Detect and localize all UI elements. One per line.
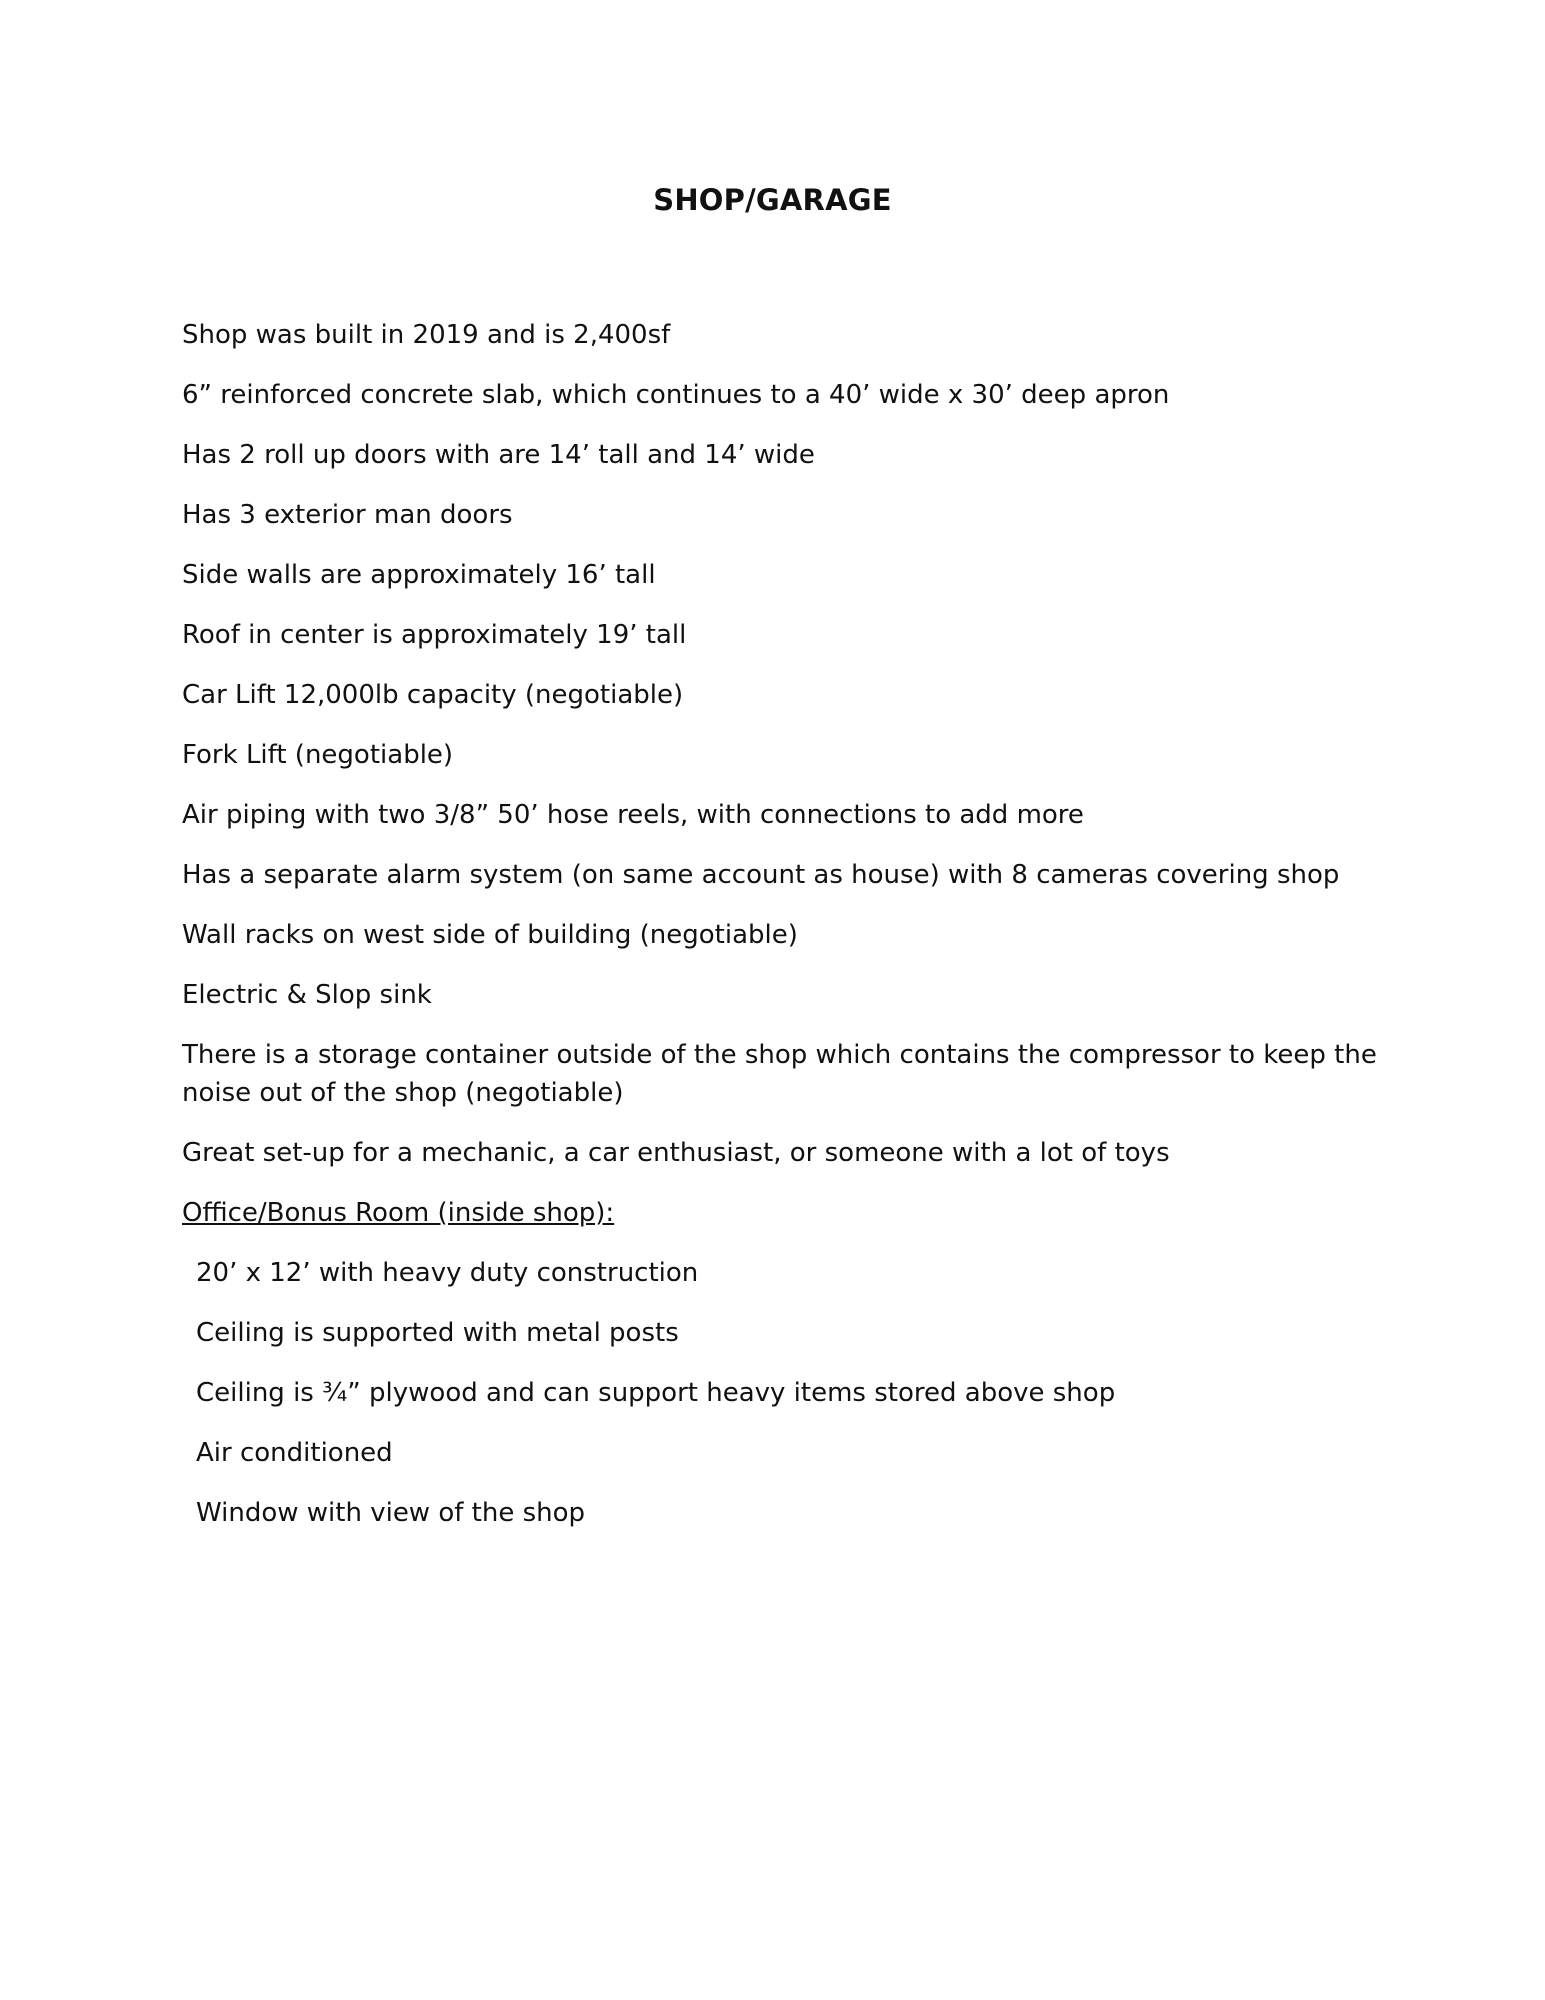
feature-line: Roof in center is approximately 19’ tall [182, 620, 687, 650]
document-body [182, 316, 1382, 1554]
feature-line: Has a separate alarm system (on same account as house) with 8 cameras covering shop [182, 860, 1340, 890]
feature-line: Fork Lift (negotiable) [182, 740, 454, 770]
feature-line: Great set-up for a mechanic, a car enthusiast, or someone with a lot of toys [182, 1138, 1170, 1168]
feature-line: Has 3 exterior man doors [182, 500, 513, 530]
feature-line: Shop was built in 2019 and is 2,400sf [182, 320, 671, 350]
feature-line: 6” reinforced concrete slab, which continues to a 40’ wide x 30’ deep apron [182, 380, 1170, 410]
feature-line: There is a storage container outside of the shop which contains the compressor to keep the noise out of the shop (negotiable) [182, 1040, 1377, 1108]
feature-line: Has 2 roll up doors with are 14’ tall and 14’ wide [182, 440, 815, 470]
page-title: SHOP/GARAGE [653, 183, 892, 217]
office-feature-line: 20’ x 12’ with heavy duty construction [196, 1258, 699, 1288]
office-feature-line: Window with view of the shop [196, 1498, 586, 1528]
office-feature-line: Ceiling is ¾” plywood and can support heavy items stored above shop [196, 1378, 1116, 1408]
office-section-heading: Office/Bonus Room (inside shop): [182, 1198, 615, 1228]
feature-line: Side walls are approximately 16’ tall [182, 560, 656, 590]
office-feature-line: Ceiling is supported with metal posts [196, 1318, 679, 1348]
feature-line: Car Lift 12,000lb capacity (negotiable) [182, 680, 684, 710]
feature-line: Air piping with two 3/8” 50’ hose reels, with connections to add more [182, 800, 1084, 830]
feature-line: Electric & Slop sink [182, 980, 432, 1010]
feature-line: Wall racks on west side of building (negotiable) [182, 920, 798, 950]
office-feature-line: Air conditioned [196, 1438, 393, 1468]
